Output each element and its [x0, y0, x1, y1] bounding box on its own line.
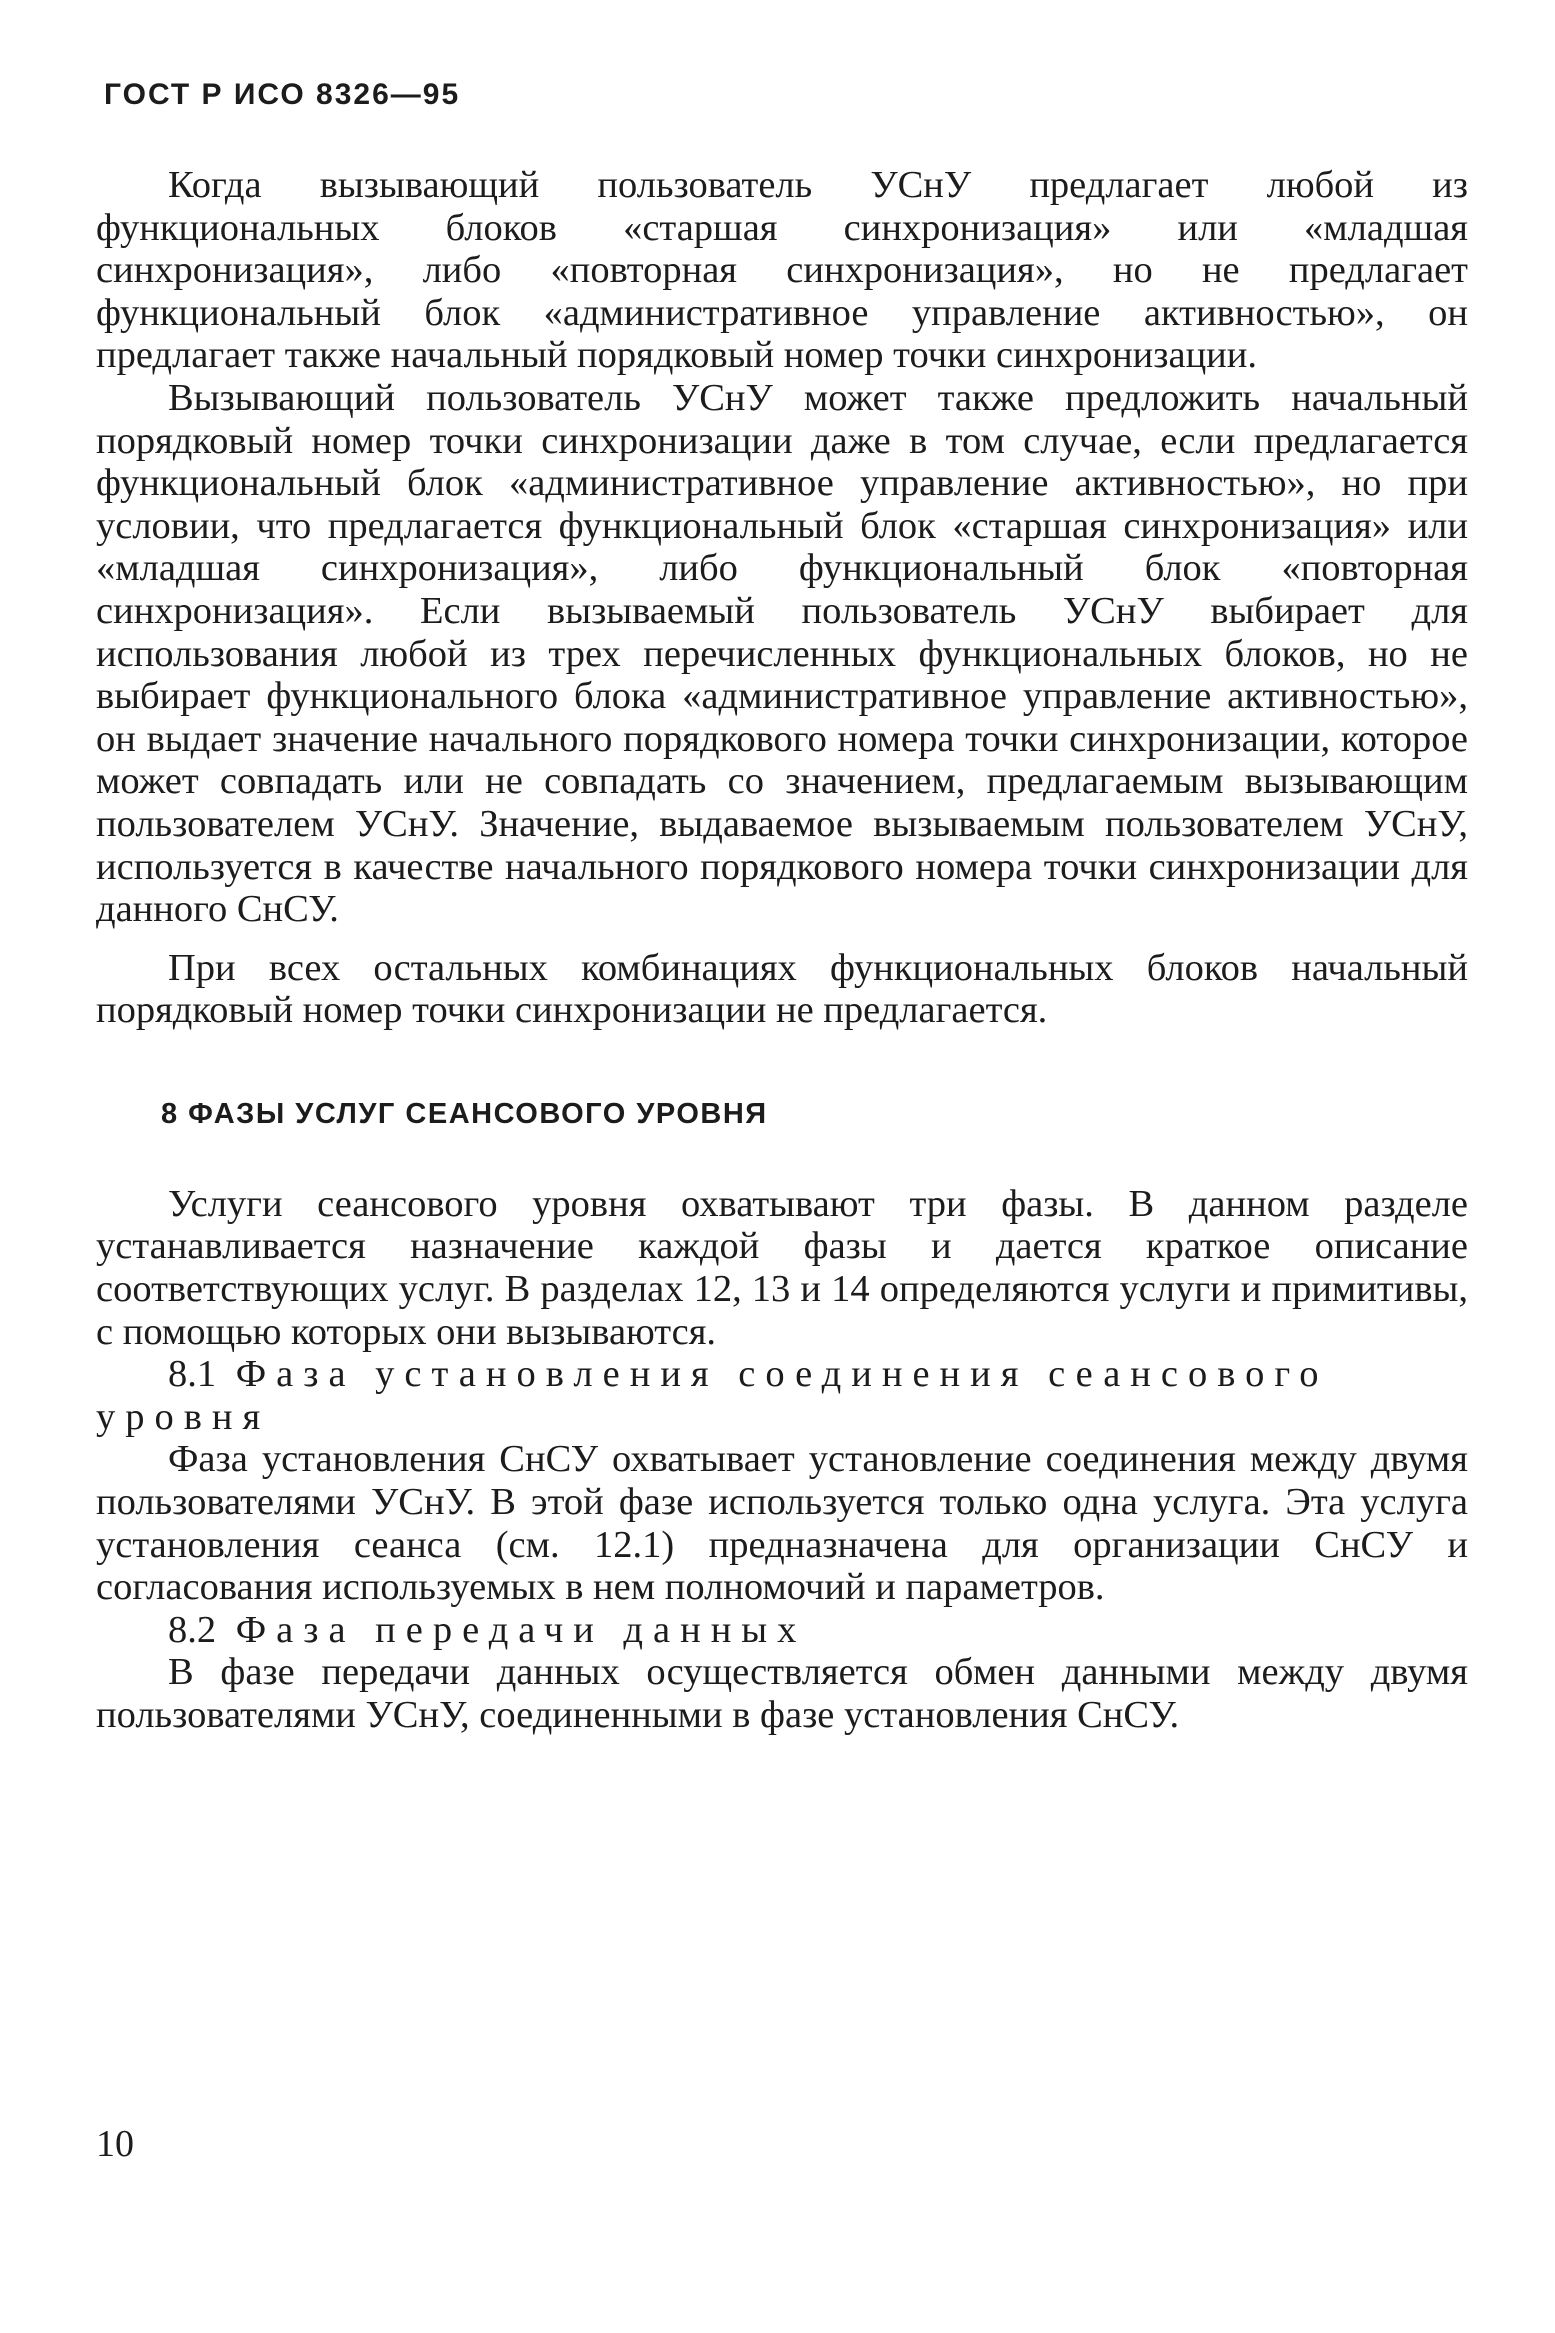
- paragraph: Вызывающий пользователь УСнУ может также предложить начальный порядковый номер точки синхронизации даже в том случае, если предлагается функциональный блок «административное управление активностью», но при условии, что предлагается функциональный блок «старшая синхронизация» или «младшая синхронизация», либо функциональный блок «повторная синхронизация». Если вызываемый пользователь УСнУ выбирает для использования любой из трех перечисленных функциональных блоков, но не выбирает функционального блока «административное управление активностью», он выдает значение начального порядкового номера точки синхронизации, которое может совпадать или не совпадать со значением, предлагаемым вызывающим пользователем УСнУ. Значение, выдаваемое вызываемым пользователем УСнУ, используется в качестве начального порядкового номера точки синхронизации для данного СнСУ.: [96, 376, 1468, 931]
- subsection-number: 8.2: [168, 1608, 217, 1651]
- page-number: 10: [96, 2123, 134, 2165]
- subsection-heading: [96, 1353, 1468, 1438]
- section-heading: 8 ФАЗЫ УСЛУГ СЕАНСОВОГО УРОВНЯ: [161, 1097, 768, 1130]
- document-header: ГОСТ Р ИСО 8326—95: [104, 78, 461, 111]
- subsection-title: Фаза установления соединения сеансового уровня: [96, 1353, 1329, 1438]
- paragraph: Когда вызывающий пользователь УСнУ предлагает любой из функциональных блоков «старшая синхронизация» или «младшая синхронизация», либо «повторная синхронизация», но не предлагает функциональный блок «административное управление активностью», он предлагает также начальный порядковый номер точки синхронизации.: [96, 164, 1468, 377]
- body-text: [96, 164, 1468, 1737]
- subsection-title: Фаза передачи данных: [235, 1608, 807, 1651]
- paragraph: При всех остальных комбинациях функциональных блоков начальный порядковый номер точки синхронизации не предлагается.: [96, 946, 1468, 1032]
- paragraph: Услуги сеансового уровня охватывают три фазы. В данном разделе устанавливается назначение каждой фазы и дается краткое описание соответствующих услуг. В разделах 12, 13 и 14 определяются услуги и примитивы, с помощью которых они вызываются.: [96, 1182, 1468, 1353]
- paragraph: В фазе передачи данных осуществляется обмен данными между двумя пользователями УСнУ, соединенными в фазе установления СнСУ.: [96, 1651, 1468, 1736]
- subsection-number: 8.1: [168, 1353, 217, 1396]
- subsection-heading: [96, 1609, 1468, 1652]
- paragraph: Фаза установления СнСУ охватывает установление соединения между двумя пользователями УСнУ. В этой фазе используется только одна услуга. Эта услуга установления сеанса (см. 12.1) предназначена для организации СнСУ и согласования используемых в нем полномочий и параметров.: [96, 1438, 1468, 1609]
